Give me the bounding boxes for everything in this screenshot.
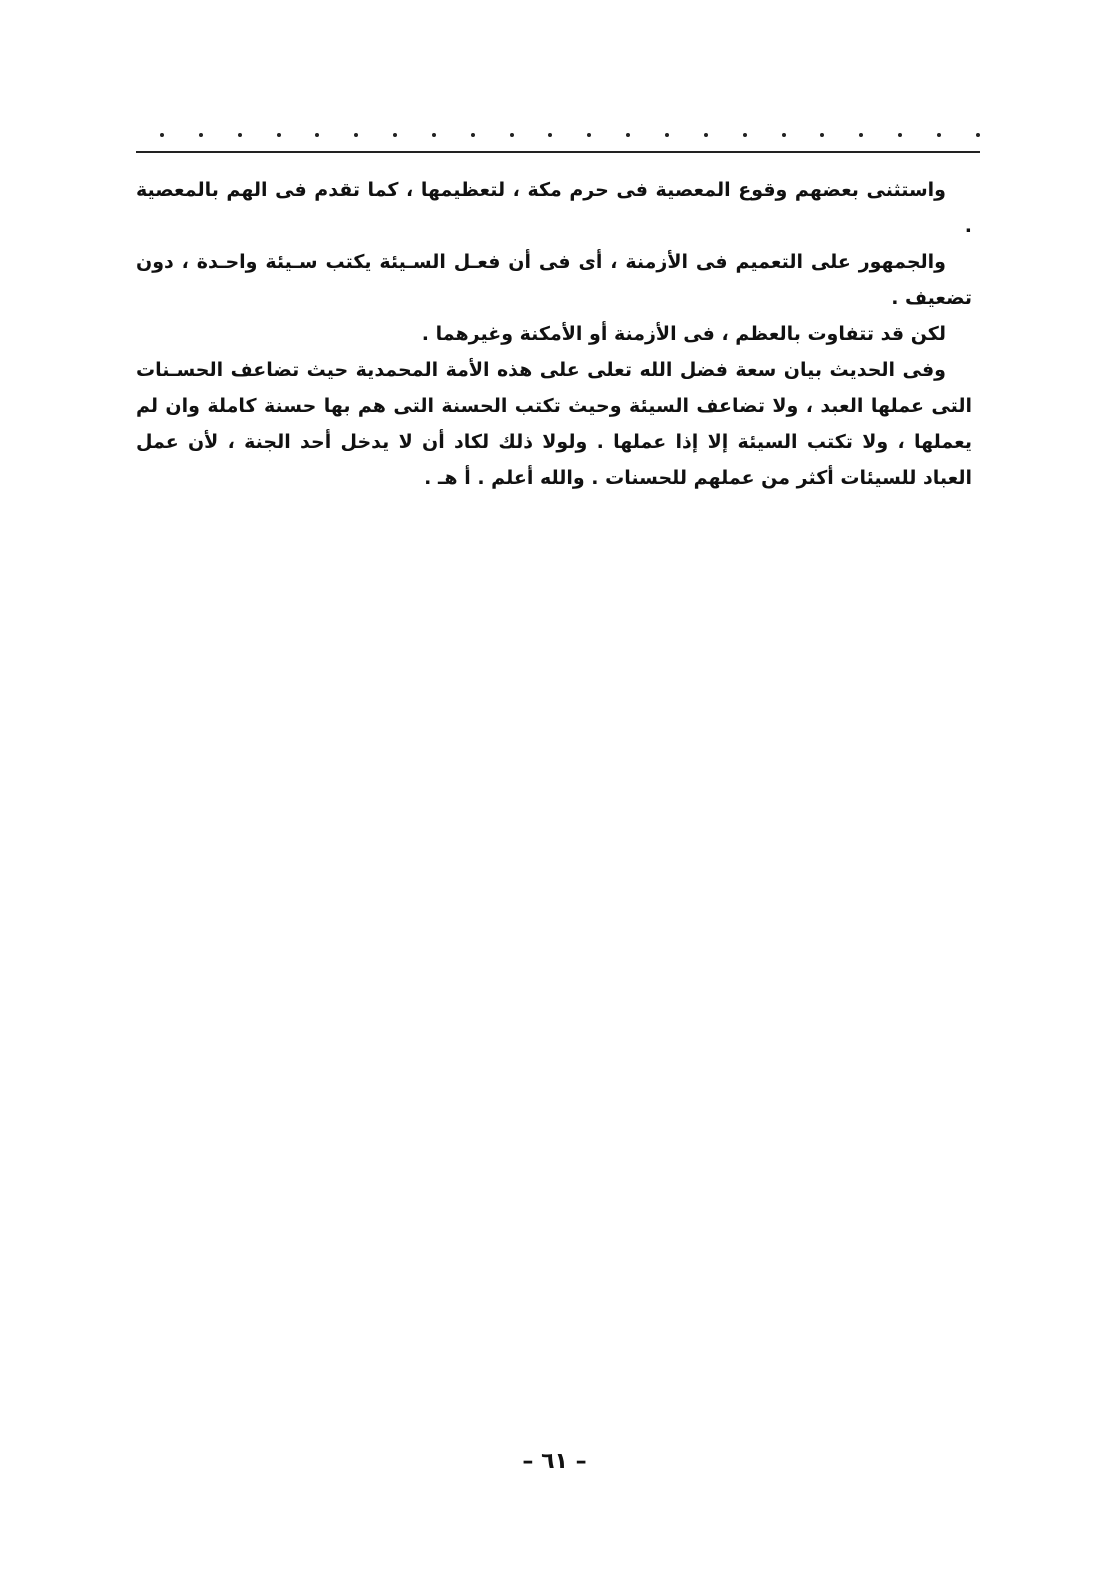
paragraph: لكن قد تتفاوت بالعظم ، فى الأزمنة أو الأمكنة وغيرهما . <box>421 323 946 345</box>
page-body <box>136 172 972 496</box>
page-number: – ٦١ – <box>522 1449 587 1474</box>
header-dotted-line <box>160 128 980 142</box>
paragraph: والجمهور على التعميم فى الأزمنة ، أى فى أن فعـل السـيئة يكتب سـيئة واحـدة ، دون تضعيف . <box>136 251 972 309</box>
paragraph: وفى الحديث بيان سعة فضل الله تعلى على هذه الأمة المحمدية حيث تضاعف الحسـنات التى عملها العبد ، ولا تضاعف السيئة وحيث تكتب الحسنة التى هم بها حسنة كاملة وان لم يعملها ، ولا تكتب السيئة إلا إذا عملها . ولولا ذلك لكاد أن لا يدخل أحد الجنة ، لأن عمل العباد للسيئات أكثر من عملهم للحسنات . والله أعلم . أ هـ . <box>136 359 972 489</box>
header-rule <box>136 151 980 153</box>
paragraph: واستثنى بعضهم وقوع المعصية فى حرم مكة ، لتعظيمها ، كما تقدم فى الهم بالمعصية . <box>136 179 972 237</box>
